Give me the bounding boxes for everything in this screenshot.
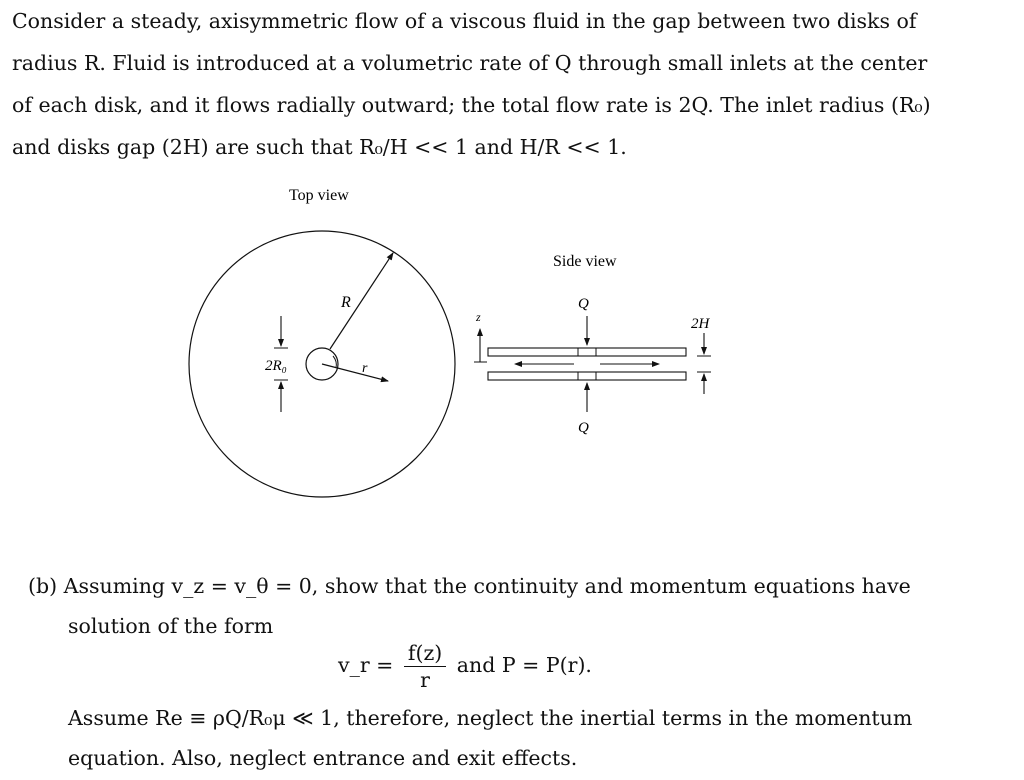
top-view-label: Top view [289, 187, 349, 204]
equation-rhs: and P = P(r). [456, 653, 592, 677]
solution-equation [338, 640, 592, 693]
equation-denominator: r [420, 668, 430, 692]
equation-numerator: f(z) [404, 640, 446, 667]
side-view-label: Side view [553, 253, 617, 270]
assumption-text [68, 698, 968, 778]
inlet-diameter-label: 2R₀ [265, 358, 287, 374]
upper-disk [488, 348, 686, 356]
radius-label: R [341, 294, 351, 311]
assumption-line-2: equation. Also, neglect entrance and exit effects. [68, 746, 578, 770]
upper-inlet [578, 348, 596, 356]
part-b-marker: (b) [28, 574, 58, 598]
part-b [28, 566, 988, 646]
assumption-line-1: Assume Re ≡ ρQ/R₀μ ≪ 1, therefore, neglect the inertial terms in the momentum [68, 706, 913, 730]
angle-arc [333, 356, 336, 368]
small-r-label: r [362, 361, 368, 376]
lower-disk [488, 372, 686, 380]
problem-intro [12, 0, 1012, 168]
part-b-line-1: Assuming v_z = v_θ = 0, show that the continuity and momentum equations have [63, 574, 911, 598]
gap-label: 2H [691, 316, 710, 332]
intro-line-4: and disks gap (2H) are such that R₀/H << 1 and H/R << 1. [12, 135, 627, 159]
r-direction-arrow [322, 364, 388, 381]
disk-flow-diagram [0, 170, 1024, 530]
lower-inlet [578, 372, 596, 380]
equation-fraction [404, 640, 446, 693]
intro-line-1: Consider a steady, axisymmetric flow of a viscous fluid in the gap between two disks of [12, 9, 917, 33]
flow-bottom-label: Q [578, 420, 589, 436]
part-b-line-2: solution of the form [68, 614, 274, 638]
flow-top-label: Q [578, 296, 589, 312]
intro-line-3: of each disk, and it flows radially outward; the total flow rate is 2Q. The inlet radius (R₀) [12, 93, 931, 117]
z-axis-label: z [476, 310, 481, 324]
radius-arrow [330, 253, 393, 349]
equation-lhs: v_r = [338, 653, 394, 677]
intro-line-2: radius R. Fluid is introduced at a volumetric rate of Q through small inlets at the center [12, 51, 928, 75]
